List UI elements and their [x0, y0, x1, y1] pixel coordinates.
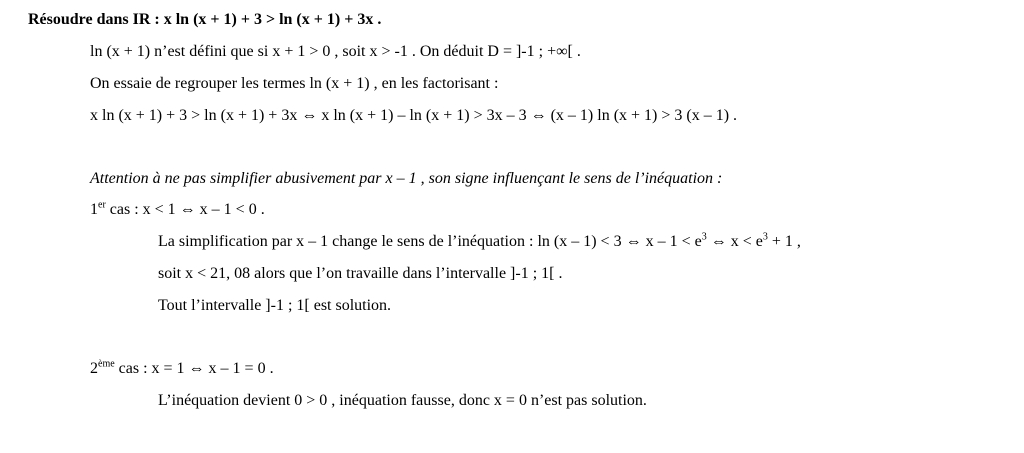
case-2-conclusion-line: L’inéquation devient 0 > 0 , inéquation fausse, donc x = 0 n’est pas solution.: [158, 392, 647, 409]
case-2-ordinal-suffix: ème: [98, 358, 115, 370]
regroup-terms-line: On essaie de regrouper les termes ln (x + 1) , en les factorisant :: [90, 75, 499, 92]
simplification-middle: ⇔ x < e: [706, 233, 763, 250]
domain-definition-line: ln (x + 1) n’est défini que si x + 1 > 0 , soit x > -1 . On déduit D = ]-1 ; +∞[ .: [90, 43, 581, 60]
exponent-2: 3: [762, 231, 768, 243]
case-2-number: 2: [90, 360, 98, 377]
simplification-end: + 1 ,: [767, 233, 801, 250]
case-1-number: 1: [90, 201, 98, 218]
case-1-condition: cas : x < 1 ⇔ x – 1 < 0 .: [105, 201, 265, 218]
exercise-title: Résoudre dans IR : x ln (x + 1) + 3 > ln (x + 1) + 3x .: [28, 11, 382, 28]
case-1-ordinal-suffix: er: [98, 199, 106, 211]
case-2-condition: cas : x = 1 ⇔ x – 1 = 0 .: [114, 360, 274, 377]
case-1-numeric-line: soit x < 21, 08 alors que l’on travaille dans l’intervalle ]-1 ; 1[ .: [158, 265, 563, 282]
simplification-text: La simplification par x – 1 change le sens de l’inéquation : ln (x – 1) < 3 ⇔ x – 1 < e: [158, 233, 702, 250]
case-1-simplification-line: [158, 232, 801, 252]
factorisation-equivalence-line: x ln (x + 1) + 3 > ln (x + 1) + 3x ⇔ x ln (x + 1) – ln (x + 1) > 3x – 3 ⇔ (x – 1) ln (x + 1) > 3 (x – 1) .: [90, 107, 738, 124]
case-1-heading: [90, 200, 265, 220]
case-1-conclusion-line: Tout l’intervalle ]-1 ; 1[ est solution.: [158, 297, 392, 314]
attention-note-line: Attention à ne pas simplifier abusivement par x – 1 , son signe influençant le sens de l’inéquation :: [90, 170, 723, 187]
exponent-1: 3: [701, 231, 707, 243]
case-2-heading: [90, 359, 274, 379]
